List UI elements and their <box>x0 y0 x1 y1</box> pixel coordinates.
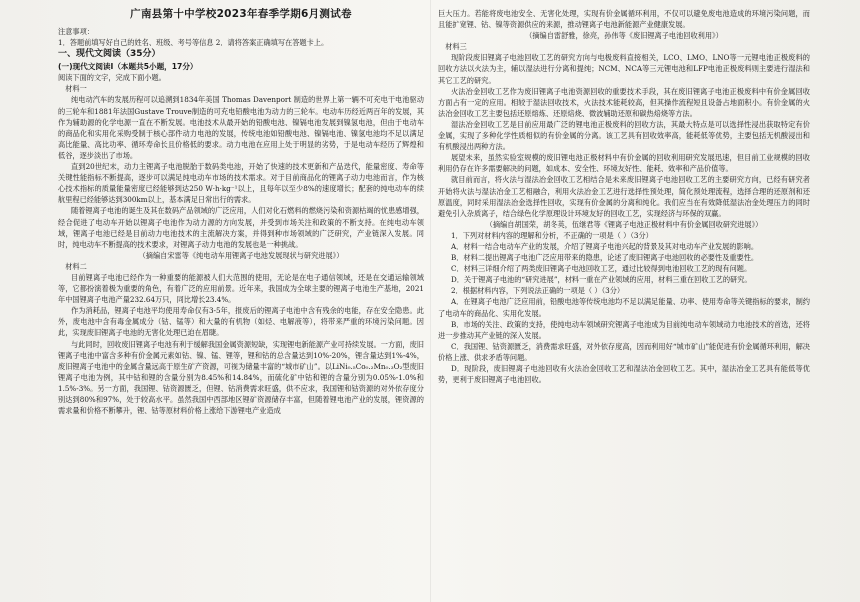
citation: （摘编自胡国荣，胡冬英，伍继君等《锂离子电池正极材料中有价金属回收研究进展》） <box>485 219 763 229</box>
paragraph: 湿法冶金回收工艺是目前应用最广泛的锂电池正极废料的回收方法，其最大特点是可以选择性浸出获取特定有价金属，实现了多种化学性质相似的有价金属的分离。该工艺具有回收效率高，能耗低等优势，主要包括无机酸浸出和有机酸浸出两种方法。 <box>438 119 810 152</box>
material-label-1: 材料一 <box>65 84 87 94</box>
paragraph: 作为消耗品，锂离子电池平均使用寿命仅有3-5年，报废后的锂离子电池中含有残余的电能，存在安全隐患。此外，废电池中含有毒金属成分（钴、锰等）和大量的有机物（如烃、电解液等），将带来严重的环境污染问题。因此，实现废旧锂离子电池的无害化处理已迫在眉睫。 <box>58 306 424 338</box>
answer-option: C．我国锂、钴资源匮乏，消费需求旺盛，对外依存度高，因而利用好“城市矿山”能促进有价金属循环利用，解决价格上涨、供求矛盾等问题。 <box>438 341 810 362</box>
answer-option: A．在锂离子电池广泛应用前，铅酸电池等传统电池均不足以满足能量、功率、使用寿命等关键指标的要求，制约了电动车的商品化、实用化发展。 <box>438 297 810 318</box>
paragraph: 与此同时，回收废旧锂离子电池有利于缓解我国金属资源短缺，实现锂电新能源产业可持续发展。一方面，废旧锂离子电池中富含多种有价金属元素如钴、镍、锰、锂等，锂和钴的总含量达到10%-20%，锂含量达到1%-4%，废旧锂离子电池中的金属含量远高于原生矿产资源，可视为储量丰富的“城市矿山”。以LiNi₀.₅Co₀.₂Mn₀.₃O₂型废旧锂离子电池为例，其中钴和锂的含量分别为8.45%和14.84%，而硫化矿中钴和锂的含量分别为0.05%-1.0%和1.5%-3%。另一方面，我国锂、钴资源匮乏，但锂、钴消费需求旺盛，供不应求，我国锂和钴资源的对外依存度分别达到80%和97%，处于较高水平。虽然我国中西部地区锂矿资源储存丰富，但随着锂电池产业的发展，锂资源的需求量和价格不断攀升，锂、钴等原材料价格上涨给下游锂电产业造成 <box>58 339 424 416</box>
paragraph: 现阶段废旧锂离子电池回收工艺的研究方向与电极废料直接相关，LCO、LMO、LNO等一元锂电池正极废料的回收方法以火法为主，辅以湿法进行分离和提纯；NCM、NCA等三元锂电池和LFP电池正极废料则主要进行湿法和其它工艺的研究。 <box>438 53 810 85</box>
paragraph: 巨大压力。若能将废电池安全、无害化处理，实现有价金属循环利用，不仅可以避免废电池造成的环境污染问题，而且能扩宽锂、钴、镍等资源供应的来源，推动锂离子电池新能源产业健康发展。 <box>438 9 810 30</box>
notes-items: 1．答题前填写好自己的姓名、班级、考号等信息 2．请将答案正确填写在答题卡上。 <box>58 38 329 48</box>
answer-option: C．材料三详细介绍了两类废旧锂离子电池回收工艺，通过比较得到电池回收工艺的现有问题。 <box>450 264 752 274</box>
material-label-2: 材料二 <box>65 261 87 271</box>
paragraph: 展望未来，虽然实验室规模的废旧锂电池正极材料中有价金属的回收利用研究发展迅速，但目前工业规模的回收利用仍存在许多需要解决的问题，如成本、安全性、环境友好性、能耗、效率和产品价值等。 <box>438 153 810 174</box>
sub-section-heading: (一)现代文阅读Ⅰ（本题共5小题，17分） <box>58 62 198 72</box>
answer-option: B．市场的关注、政策的支持，使纯电动车领域研究锂离子电池成为目前纯电动车领域动力电池技术的首选，还将进一步推动其产业链的深入发展。 <box>438 319 810 340</box>
citation: （摘编自雷舒雅，徐亮，孙伟等《废旧锂离子电池回收利用》） <box>525 31 723 41</box>
left-column <box>58 26 424 416</box>
material-label-3: 材料三 <box>445 42 467 52</box>
answer-option: D．现阶段，废旧锂离子电池回收有火法冶金回收工艺和湿法冶金回收工艺。其中，湿法冶金工艺具有能低等优势，更利于废旧锂离子电池回收。 <box>438 364 810 385</box>
paragraph: 火法冶金回收工艺作为废旧锂离子电池资源回收的重要技术手段，其在废旧锂离子电池正极废料中有价金属回收方面占有一定的应用。相较于湿法回收技术，火法技术能耗较高，但其操作流程短且设备占地面积小。有价金属的火法冶金回收工艺主要包括还原熔炼、还原焙烧、微波辅助还原和碳热焙烧等方法。 <box>438 86 810 118</box>
right-column <box>438 8 810 385</box>
notes-label: 注意事项： <box>58 27 94 36</box>
question-stem: 1．下列对材料内容的理解和分析，不正确的一项是（ ）（3分） <box>450 230 653 240</box>
paragraph: 纯电动汽车的发展历程可以追溯到1834年美国 Thomas Davenport 制造的世界上第一辆不可充电干电池驱动的三轮车和1881年法国Gustave Trouve制造的可充电铅酸电池为动力的三轮车。电动车历经近两百年的发展，其作为辅助源的化学电源一直在不断发展。电池技术从最开始的铅酸电池、镍镉电池发展到镍氢电池，但由于电动车的商品化和实用化采购受制于核心部件动力电池的发展，传统电池如铅酸电池、镍镉电池、镍氢电池均不足以满足高比能量、高比功率、循环寿命长且价格低的要求。动力电池在应用上处于明显的劣势，于是电动车经历了辉煌和低谷，逐步淡出了市场。 <box>58 95 424 160</box>
instruction-text: 阅读下面的文字，完成下面小题。 <box>58 73 166 83</box>
question-stem: 2．根据材料内容，下列说法正确的一项是（ ）（3分） <box>450 286 625 296</box>
paragraph: 目前锂离子电池已经作为一种重要的能源被人们大范围的使用，无论是在电子通信领域，还是在交通运输领域等，它都扮演着极为重要的角色，有着广泛的应用前景。近年来，我国成为全球主要的锂离子电池生产基地，2021年中国锂离子电池产量232.64万只，同比增长23.4%。 <box>58 272 424 305</box>
answer-option: A．材料一结合电动车产业的发展，介绍了锂离子电池兴起的背景及其对电动车产业发展的影响。 <box>450 241 759 251</box>
answer-option: D．关于锂离子电池的“研究进展”，材料一重在产业领域的应用，材料三重在回收工艺的研究。 <box>450 275 752 285</box>
answer-option: B．材料二提出锂离子电池广泛应用带来的隐患，论述了废旧锂离子电池回收的必要性及重要性。 <box>450 253 759 263</box>
paragraph: 直到20世纪末，动力主锂离子电池脱胎于数码类电池，开始了快速的技术更新和产品迭代，能量密度、寿命等关键性能指标不断提高，逐步可以满足纯电动车市场的技术需求。对于目前商品化的锂离子动力电池而言，作为核心技术指标的质量能量密度已经能够到达250 W·h·kg⁻¹以上，且每年以至少8%的速度增长；配套的纯电动车的续航里程已经能够达到300km以上，基本满足日常出行的需求。 <box>58 162 424 205</box>
column-divider <box>430 0 431 602</box>
paragraph: 就目前而言，将火法与湿法冶金回收工艺相结合是未来废旧锂离子电池回收工艺的主要研究方向，已经有研究者开始将火法与湿法冶金工艺相融合，利用火法冶金工艺进行选择性预处理，简化预处理流程，选择合理的还原剂和还原温度，同时采用湿法冶金选择性回收，实现有价金属的分离和纯化。我们应当在有效降低湿法冶金处理压力的同时避免引入杂质离子，结合绿色化学原理设计环境友好的回收工艺，实现经济与环保的双赢。 <box>438 175 810 218</box>
paragraph: 随着锂离子电池的诞生及其在数码产品领域的广泛应用，人们对化石燃料的燃烧污染和资源枯竭的忧患感增强，经合促进了电动车开始以锂离子电池作为动力源的方向发展，并受到市场关注和政策的不断支持。在纯电动车领域，锂离子电池已经是目前动力电池技术的主流解决方案，并得到种市场领域的广泛研究，产业链深入发展。同时，纯电动车不断提高的技术要求，对锂离子动力电池的发展也是一种挑战。 <box>58 206 424 249</box>
citation: （摘编自宋雷等《纯电动车用锂离子电池发展现状与研究进展》） <box>138 250 344 260</box>
section-heading: 一、现代文阅读（35分） <box>58 49 161 60</box>
page-title: 广南县第十中学校2023年春季学期6月测试卷 <box>130 8 352 20</box>
